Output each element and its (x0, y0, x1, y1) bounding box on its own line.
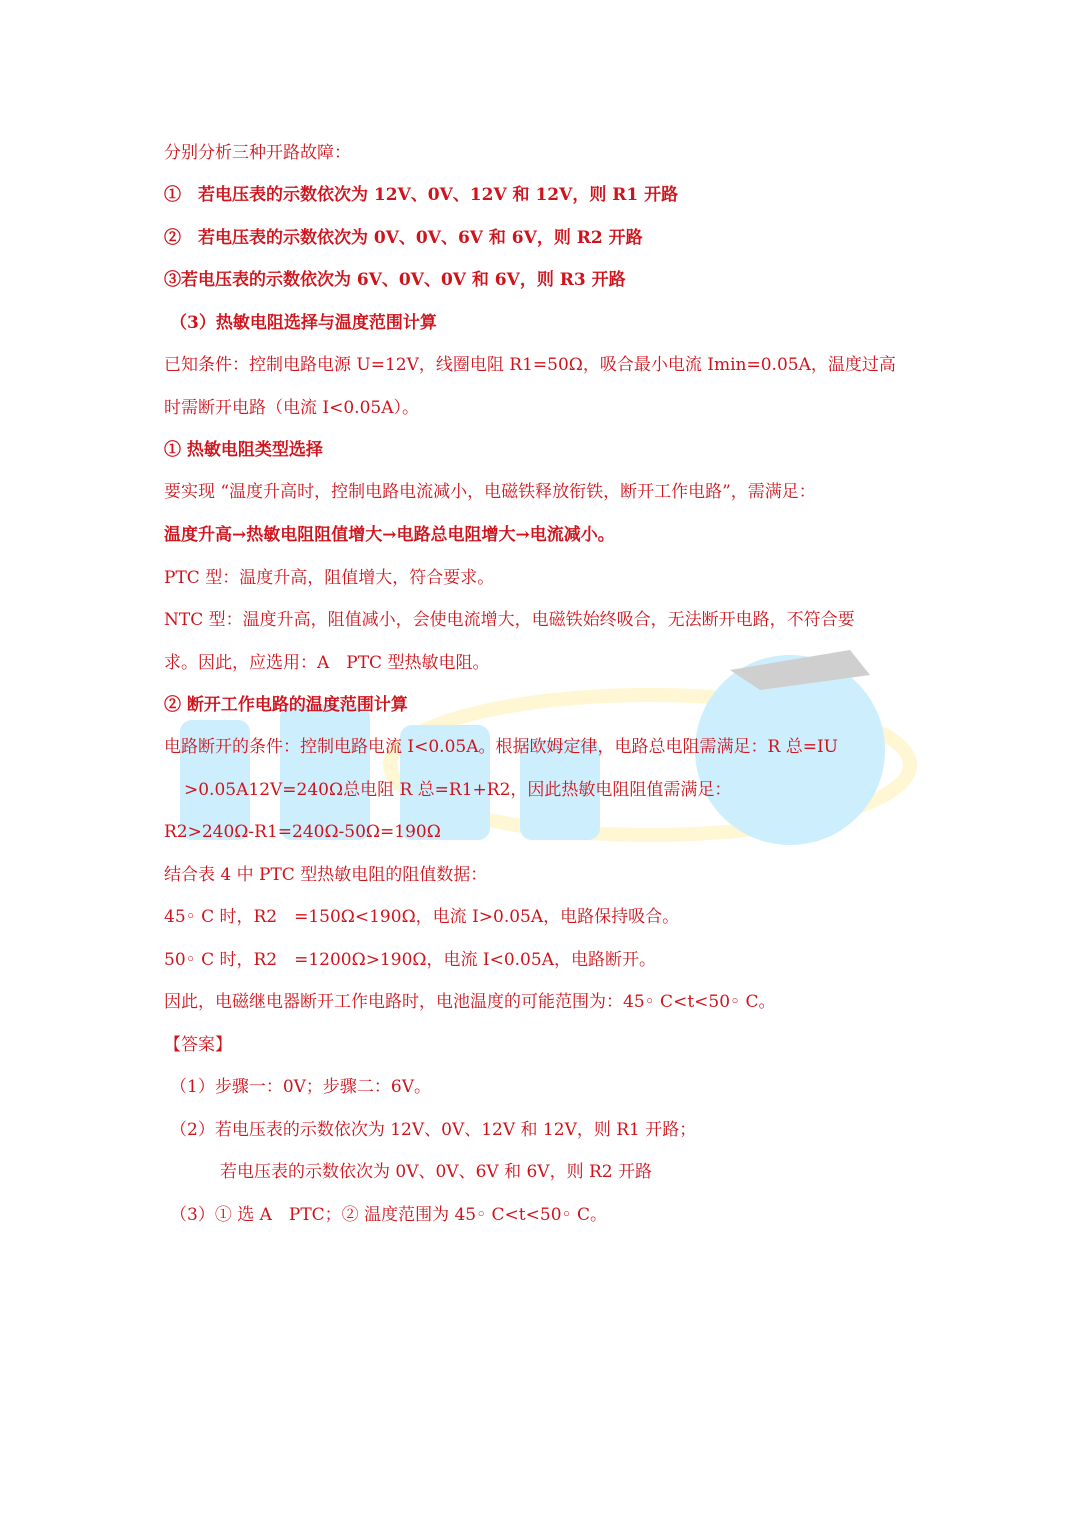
answer-2-line-1: （2）若电压表的示数依次为 12V、0V、12V 和 12V，则 R1 开路； (170, 1120, 697, 1140)
requirement-chain: 温度升高→热敏电阻阻值增大→电路总电阻增大→电流减小。 (164, 525, 615, 545)
conclusion-range: 因此，电磁继电器断开工作电路时，电池温度的可能范围为：45◦ C<t<50◦ C。 (164, 992, 776, 1012)
known-conditions-line-2: 时需断开电路（电流 I<0.05A）。 (164, 398, 419, 418)
answer-heading: 【答案】 (164, 1035, 232, 1055)
graduation-cap-icon (730, 650, 870, 690)
data-50c: 50◦ C 时，R2 =1200Ω>190Ω，电流 I<0.05A，电路断开。 (164, 950, 656, 970)
table-reference: 结合表 4 中 PTC 型热敏电阻的阻值数据： (164, 865, 488, 885)
ptc-analysis: PTC 型：温度升高，阻值增大，符合要求。 (164, 568, 495, 588)
intro-open-circuit-analysis: 分别分析三种开路故障： (164, 143, 351, 163)
ntc-analysis-line-1: NTC 型：温度升高，阻值减小，会使电流增大，电磁铁始终吸合，无法断开电路，不符合要 (164, 610, 855, 630)
ntc-analysis-line-2: 求。因此，应选用：A PTC 型热敏电阻。 (164, 653, 490, 673)
answer-3: （3）① 选 A PTC；② 温度范围为 45◦ C<t<50◦ C。 (170, 1205, 607, 1225)
answer-2-line-2: 若电压表的示数依次为 0V、0V、6V 和 6V，则 R2 开路 (220, 1162, 653, 1182)
answer-1: （1）步骤一：0V；步骤二：6V。 (170, 1077, 432, 1097)
r2-inequality: R2>240Ω-R1=240Ω-50Ω=190Ω (164, 822, 441, 842)
subheading-thermistor-type: ① 热敏电阻类型选择 (164, 440, 323, 460)
disconnect-condition-line-1: 电路断开的条件：控制电路电流 I<0.05A。根据欧姆定律，电路总电阻需满足：R 总=IU (164, 737, 838, 757)
known-conditions-line-1: 已知条件：控制电路电源 U=12V，线圈电阻 R1=50Ω，吸合最小电流 Imin=0.05A，温度过高 (164, 355, 896, 375)
subheading-temperature-range: ② 断开工作电路的温度范围计算 (164, 695, 408, 715)
watermark-ring (390, 695, 910, 835)
requirement-text: 要实现 “温度升高时，控制电路电流减小，电磁铁释放衔铁，断开工作电路”，需满足： (164, 482, 816, 502)
case-r2-open: ② 若电压表的示数依次为 0V、0V、6V 和 6V，则 R2 开路 (164, 228, 643, 248)
section-heading-thermistor: （3）热敏电阻选择与温度范围计算 (170, 313, 437, 333)
case-r3-open: ③若电压表的示数依次为 6V、0V、0V 和 6V，则 R3 开路 (164, 270, 626, 290)
case-r1-open: ① 若电压表的示数依次为 12V、0V、12V 和 12V，则 R1 开路 (164, 185, 679, 205)
data-45c: 45◦ C 时，R2 =150Ω<190Ω，电流 I>0.05A，电路保持吸合。 (164, 907, 680, 927)
disconnect-condition-line-2: >0.05A12V=240Ω总电阻 R 总=R1+R2，因此热敏电阻阻值需满足： (184, 780, 732, 800)
